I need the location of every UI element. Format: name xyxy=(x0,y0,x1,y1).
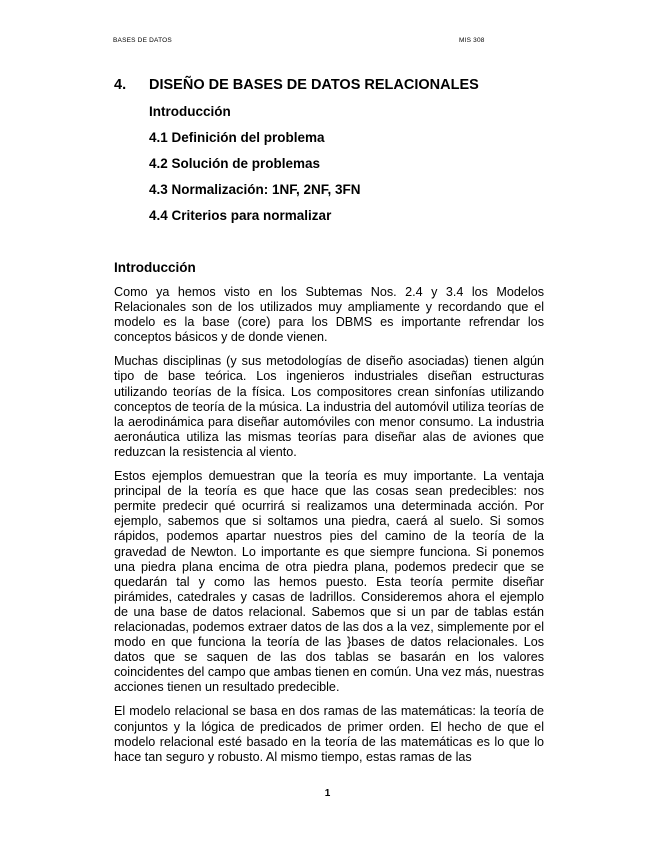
section-heading: Introducción xyxy=(114,260,196,275)
paragraph: Muchas disciplinas (y sus metodologías de diseño asociadas) tienen algún tipo de base teórica. Los ingenieros industriales diseñan estructuras utilizando teorías de la física. Los compositores crean sinfonías utilizando conceptos de teoría de la música. La industria del automóvil utiliza teorías de la aerodinámica para diseñar automóviles con menor consumo. La industria aeronáutica utiliza las mismas teorías para diseñar alas de aviones que reduzcan la resistencia al viento. xyxy=(114,354,544,459)
contents-item: 4.2 Solución de problemas xyxy=(149,156,321,171)
contents-item: 4.4 Criterios para normalizar xyxy=(149,208,332,223)
chapter-title: DISEÑO DE BASES DE DATOS RELACIONALES xyxy=(149,77,479,93)
paragraph: Estos ejemplos demuestran que la teoría es muy importante. La ventaja principal de la teoría es que hace que las cosas sean predecibles: nos permite predecir qué ocurrirá si realizamos una determinada acción. Por ejemplo, sabemos que si soltamos una piedra, caerá al suelo. Si somos rápidos, podemos apartar nuestros pies del camino de la teoría de la gravedad de Newton. Lo importante es que siempre funciona. Si ponemos una piedra plana encima de otra piedra plana, podemos predecir que se quedarán tal y como las hemos puesto. Esta teoría permite diseñar pirámides, catedrales y casas de ladrillos. Consideremos ahora el ejemplo de una base de datos relacional. Sabemos que si un par de tablas están relacionadas, podemos extraer datos de las dos a la vez, simplemente por el modo en que funciona la teoría de las }bases de datos relacionales. Los datos que se saquen de las dos tablas se basarán en los valores coincidentes del campo que ambas tienen en común. Una vez más, nuestras acciones tienen un resultado predecible. xyxy=(114,469,544,695)
paragraph: Como ya hemos visto en los Subtemas Nos. 2.4 y 3.4 los Modelos Relacionales son de los utilizados muy ampliamente y recordando que el modelo es la base (core) para los DBMS es importante refrendar los conceptos básicos y de donde vienen. xyxy=(114,285,544,345)
page-number: 1 xyxy=(324,788,331,799)
chapter-contents-list xyxy=(149,103,361,233)
contents-item: 4.3 Normalización: 1NF, 2NF, 3FN xyxy=(149,182,361,197)
chapter-heading xyxy=(114,77,479,93)
contents-item: Introducción xyxy=(149,104,231,119)
contents-item: 4.1 Definición del problema xyxy=(149,130,325,145)
running-header-right: MIS 308 xyxy=(459,37,485,44)
paragraph: El modelo relacional se basa en dos ramas de las matemáticas: la teoría de conjuntos y la lógica de predicados de primer orden. El hecho de que el modelo relacional esté basado en la teoría de las matemáticas es lo que lo hace tan seguro y robusto. Al mismo tiempo, estas ramas de las xyxy=(114,704,544,764)
section-body xyxy=(114,285,544,774)
running-header-left: BASES DE DATOS xyxy=(113,37,172,44)
chapter-number: 4. xyxy=(114,77,127,93)
